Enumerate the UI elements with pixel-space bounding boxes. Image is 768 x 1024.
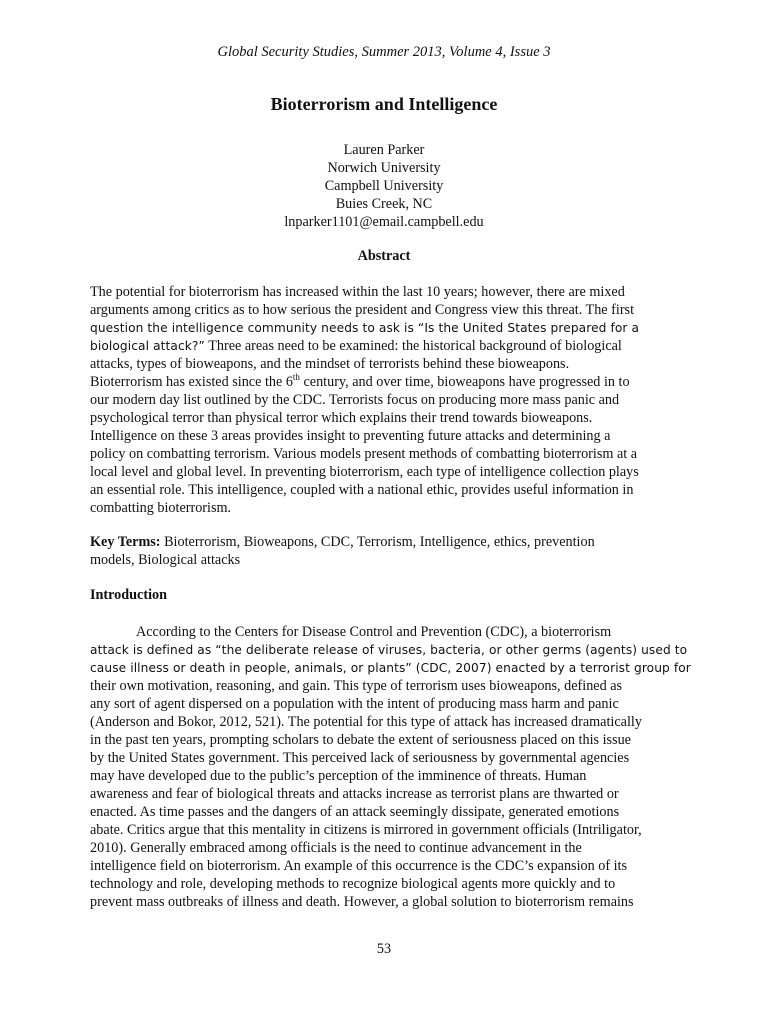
intro-line: any sort of agent dispersed on a population with the intent of producing mass harm and panic [90, 696, 619, 712]
abstract-line: The potential for bioterrorism has increased within the last 10 years; however, there are mixed [90, 284, 625, 300]
introduction-body [90, 623, 691, 911]
abstract-line: arguments among critics as to how serious the president and Congress view this threat. The first [90, 302, 635, 318]
key-terms-line [90, 533, 680, 551]
author-location: Buies Creek, NC [335, 196, 433, 212]
intro-line: According to the Centers for Disease Control and Prevention (CDC), a bioterrorism [136, 624, 612, 640]
intro-line: intelligence field on bioterrorism. An example of this occurrence is the CDC’s expansion of its [90, 858, 628, 874]
intro-line: awareness and fear of biological threats and attacks increase as terrorist plans are thwarted or [90, 786, 619, 802]
abstract-line: an essential role. This intelligence, coupled with a national ethic, provides useful information in [90, 482, 634, 498]
intro-line: their own motivation, reasoning, and gain. This type of terrorism uses bioweapons, defined as [90, 678, 623, 694]
intro-line: enacted. As time passes and the dangers of an attack seemingly dissipate, generated emotions [90, 804, 620, 820]
abstract-line-part: biological attack?” [90, 339, 205, 353]
abstract-line-part: Bioterrorism has existed since the 6 [90, 374, 293, 390]
abstract-line [90, 373, 680, 391]
intro-line: may have developed due to the public’s perception of the imminence of threats. Human [90, 768, 587, 784]
abstract-line [90, 337, 680, 355]
author-email: lnparker1101@email.campbell.edu [284, 214, 484, 230]
abstract-heading: Abstract [357, 248, 411, 264]
abstract-line-part: Three areas need to be examined: the historical background of biological [204, 338, 622, 354]
intro-line: prevent mass outbreaks of illness and death. However, a global solution to bioterrorism remains [90, 894, 634, 910]
abstract-line: policy on combatting terrorism. Various models present methods of combatting bioterrorism at a [90, 446, 638, 462]
page-number: 53 [376, 941, 392, 957]
author-affiliation: Campbell University [324, 178, 444, 194]
abstract-body [90, 283, 680, 517]
abstract-line-part: century, and over time, bioweapons have progressed in to [299, 374, 630, 390]
abstract-line: Intelligence on these 3 areas provides insight to preventing future attacks and determining a [90, 428, 611, 444]
paper-title: Bioterrorism and Intelligence [270, 94, 498, 114]
intro-line: cause illness or death in people, animals, or plants” (CDC, 2007) enacted by a terrorist group for [90, 661, 691, 675]
intro-line: by the United States government. This perceived lack of seriousness by governmental agencies [90, 750, 630, 766]
superscript: th [292, 372, 300, 382]
abstract-line: our modern day list outlined by the CDC. Terrorists focus on producing more mass panic and [90, 392, 620, 408]
intro-line: attack is defined as “the deliberate release of viruses, bacteria, or other germs (agents) used to [90, 643, 688, 657]
journal-header: Global Security Studies, Summer 2013, Volume 4, Issue 3 [217, 44, 551, 60]
key-terms-text: Bioterrorism, Bioweapons, CDC, Terrorism, Intelligence, ethics, prevention [160, 534, 595, 550]
author-name: Lauren Parker [343, 142, 425, 158]
key-terms [90, 533, 680, 569]
intro-line: 2010). Generally embraced among officials is the need to continue advancement in the [90, 840, 582, 856]
key-terms-label: Key Terms: [90, 534, 161, 550]
author-affiliation: Norwich University [327, 160, 441, 176]
key-terms-line: models, Biological attacks [90, 552, 241, 568]
abstract-line: question the intelligence community needs to ask is “Is the United States prepared for a [90, 321, 640, 335]
intro-line: abate. Critics argue that this mentality in citizens is mirrored in government officials (Intriligator, [90, 822, 642, 838]
abstract-line: local level and global level. In preventing bioterrorism, each type of intelligence collection plays [90, 464, 639, 480]
abstract-line: attacks, types of bioweapons, and the mindset of terrorists behind these bioweapons. [90, 356, 570, 372]
abstract-line: psychological terror than physical terror which explains their trend towards bioweapons. [90, 410, 593, 426]
intro-line: in the past ten years, prompting scholars to debate the extent of seriousness placed on this issue [90, 732, 631, 748]
introduction-heading: Introduction [90, 587, 167, 603]
author-block [0, 141, 768, 231]
intro-line: (Anderson and Bokor, 2012, 521). The potential for this type of attack has increased dramatically [90, 714, 642, 730]
abstract-line: combatting bioterrorism. [90, 500, 232, 516]
intro-line: technology and role, developing methods to recognize biological agents more quickly and to [90, 876, 616, 892]
